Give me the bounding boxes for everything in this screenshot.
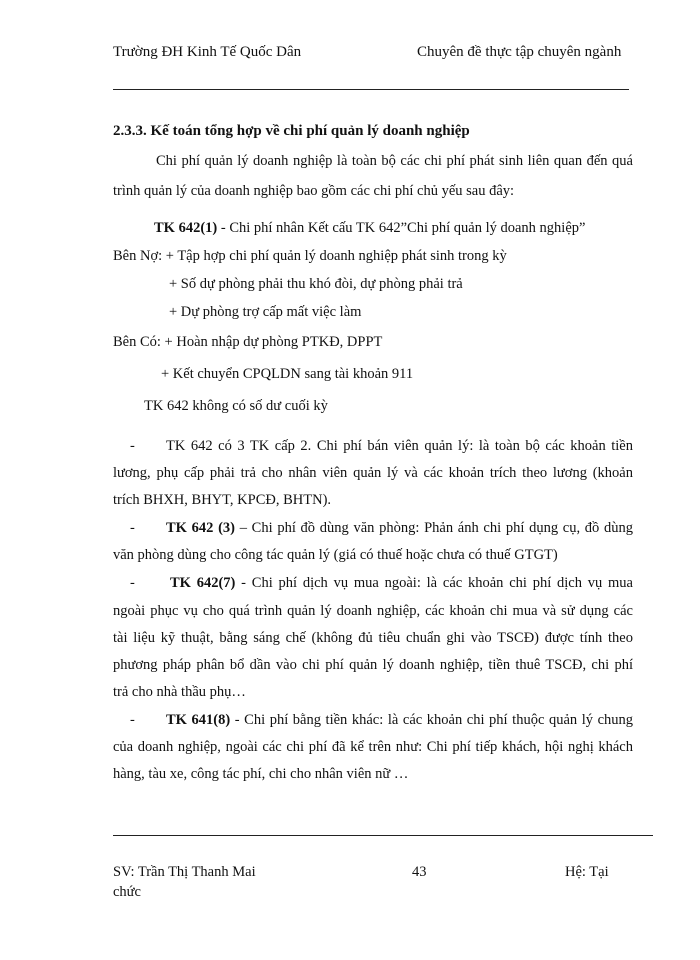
bullet-2-line-2: văn phòng dùng cho công tác quản lý (giá có thuế hoặc chưa có thuế GTGT) [113, 547, 558, 563]
bullet-3-code: TK 642(7) [170, 575, 236, 591]
credit-line-1: Bên Có: + Hoàn nhập dự phòng PTKĐ, DPPT [113, 334, 383, 350]
bullet-2-line-1 [166, 520, 633, 537]
bullet-1-line-1: TK 642 có 3 TK cấp 2. Chi phí bán viên quản lý: là toàn bộ các khoản tiền [166, 438, 633, 454]
footer-student: SV: Trần Thị Thanh Mai [113, 864, 256, 880]
header-rule [113, 89, 629, 90]
tk-structure-heading [154, 220, 585, 237]
bullet-dash: - [130, 575, 135, 591]
bullet-2-code: TK 642 (3) [166, 520, 236, 536]
debit-line-1: Bên Nợ: + Tập hợp chi phí quản lý doanh nghiệp phát sinh trong kỳ [113, 248, 507, 264]
bullet-3-line-4: phương pháp phân bổ dần vào chi phí quản lý doanh nghiệp, tiền thuê TSCĐ, chi phí [113, 657, 633, 673]
header-doc-type: Chuyên đề thực tập chuyên ngành [417, 44, 622, 60]
bullet-1-line-3: trích BHXH, BHYT, KPCĐ, BHTN). [113, 492, 332, 508]
intro-line-2: trình quản lý của doanh nghiệp bao gồm các chi phí chủ yếu sau đây: [113, 183, 515, 199]
bullet-4-line-3: hàng, tàu xe, công tác phí, chi cho nhân viên nữ … [113, 766, 409, 782]
bullet-3-line-2: ngoài phục vụ cho quá trình quản lý doanh nghiệp, các khoản chi mua và sử dụng các [113, 603, 633, 619]
bullet-dash: - [130, 520, 135, 536]
bullet-dash: - [130, 712, 135, 728]
bullet-4-code: TK 641(8) [166, 712, 231, 728]
bullet-4-text: - Chi phí bằng tiền khác: là các khoản chi phí thuộc quản lý chung [230, 712, 634, 728]
bullet-2-text: – Chi phí đồ dùng văn phòng: Phản ánh chi phí dụng cụ, đồ dùng [235, 520, 633, 536]
bullet-3-text: - Chi phí dịch vụ mua ngoài: là các khoản chi phí dịch vụ mua [235, 575, 633, 591]
header-school: Trường ĐH Kinh Tế Quốc Dân [113, 44, 302, 60]
tk-structure-code: TK 642(1) [154, 220, 218, 236]
tk-structure-text: - Chi phí nhân Kết cấu TK 642”Chi phí quản lý doanh nghiệp” [217, 220, 586, 236]
bullet-4-line-1 [166, 712, 633, 729]
debit-line-2: + Số dự phòng phải thu khó đòi, dự phòng phải trả [169, 276, 463, 292]
footer-rule [113, 835, 653, 836]
footer-page-number: 43 [412, 864, 427, 880]
bullet-dash: - [130, 438, 135, 454]
bullet-3-line-5: trả cho nhà thầu phụ… [113, 684, 246, 700]
bullet-3-line-3: tài liệu kỹ thuật, bằng sáng chế (không đủ tiêu chuẩn ghi vào TSCĐ) được tính theo [113, 630, 633, 646]
bullet-1-line-2: lương, phụ cấp phải trả cho nhân viên quản lý và các khoản trích theo lương (khoản [113, 465, 633, 481]
section-title: 2.3.3. Kế toán tổng hợp về chi phí quản lý doanh nghiệp [113, 123, 470, 139]
credit-line-2: + Kết chuyển CPQLDN sang tài khoản 911 [161, 366, 414, 382]
balance-note: TK 642 không có số dư cuối kỳ [144, 398, 328, 414]
bullet-3-line-1 [170, 575, 633, 592]
bullet-4-line-2: của doanh nghiệp, ngoài các chi phí đã kể trên như: Chi phí tiếp khách, hội nghị khách [113, 739, 633, 755]
footer-student-cont: chức [113, 884, 141, 900]
debit-line-3: + Dự phòng trợ cấp mất việc làm [169, 304, 362, 320]
intro-line-1: Chi phí quản lý doanh nghiệp là toàn bộ các chi phí phát sinh liên quan đến quá [156, 153, 633, 169]
footer-system: Hệ: Tại [565, 864, 609, 880]
